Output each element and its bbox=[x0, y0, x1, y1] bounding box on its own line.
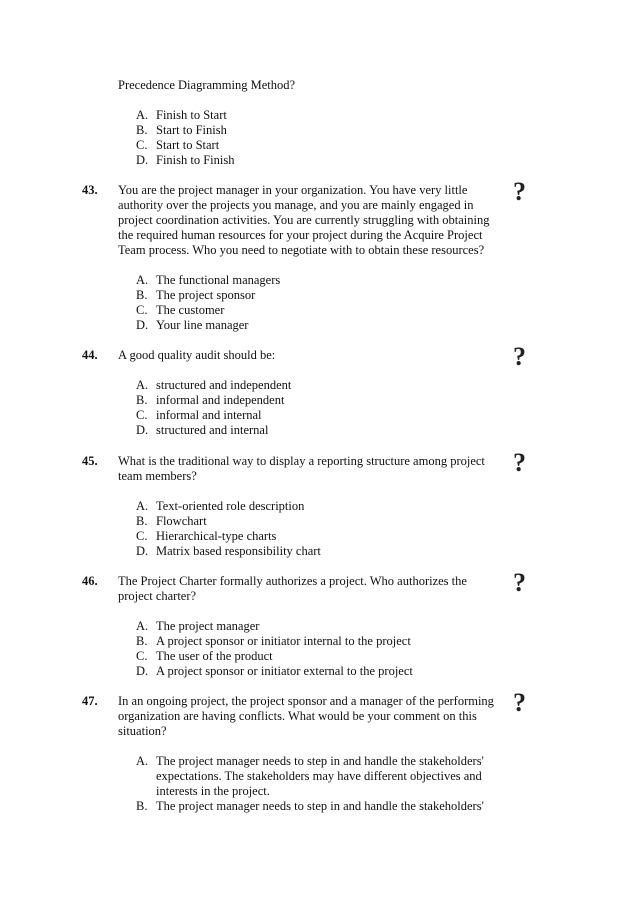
question-text: You are the project manager in your organization. You have very little authority over the projects you manage, and you are mainly engaged in project coordination activities. You are currently struggling with obtaining the required human resources for your project during the Acquire Project Team process. Who you need to negotiate with to obtain these resources? bbox=[118, 183, 490, 257]
option-a: A. Finish to Start bbox=[136, 108, 227, 122]
question-mark-icon: ? bbox=[513, 448, 526, 477]
question-options bbox=[136, 754, 506, 814]
option-a: A. structured and independent bbox=[136, 378, 292, 392]
option-d: D. A project sponsor or initiator external to the project bbox=[136, 664, 413, 678]
question-text: In an ongoing project, the project sponsor and a manager of the performing organization are having conflicts. What would be your comment on this situation? bbox=[118, 694, 494, 738]
option-b: B. The project sponsor bbox=[136, 288, 256, 302]
option-d: D. Matrix based responsibility chart bbox=[136, 544, 321, 558]
question-options bbox=[136, 499, 506, 559]
option-d: D. Your line manager bbox=[136, 318, 249, 332]
option-a: A. The project manager bbox=[136, 619, 260, 633]
question-number: 47. bbox=[82, 694, 98, 708]
question-number: 46. bbox=[82, 574, 98, 588]
question-text: A good quality audit should be: bbox=[118, 348, 276, 362]
option-b: B. A project sponsor or initiator internal to the project bbox=[136, 634, 411, 648]
option-c: C. Hierarchical-type charts bbox=[136, 529, 277, 543]
question-mark-icon: ? bbox=[513, 177, 526, 206]
question-mark-icon: ? bbox=[513, 688, 526, 717]
question-options bbox=[136, 273, 506, 333]
question-number: 44. bbox=[82, 348, 98, 362]
option-c: C. informal and internal bbox=[136, 408, 262, 422]
option-a: A. Text-oriented role description bbox=[136, 499, 305, 513]
continued-question-options bbox=[136, 108, 506, 168]
option-c: C. The user of the product bbox=[136, 649, 273, 663]
question-text: The Project Charter formally authorizes a project. Who authorizes the project charter? bbox=[118, 574, 467, 603]
option-b: B. informal and independent bbox=[136, 393, 285, 407]
option-a: A. The project manager needs to step in and handle the stakeholders' expectations. The stakeholders may have different objectives and interests in the project. bbox=[136, 754, 484, 798]
question-text: What is the traditional way to display a reporting structure among project team members? bbox=[118, 454, 485, 483]
option-c: C. The customer bbox=[136, 303, 225, 317]
question-number: 43. bbox=[82, 183, 98, 197]
continued-question-text: Precedence Diagramming Method? bbox=[118, 78, 296, 92]
option-b: B. Start to Finish bbox=[136, 123, 227, 137]
question-options bbox=[136, 619, 506, 679]
question-options bbox=[136, 378, 506, 438]
question-number: 45. bbox=[82, 454, 98, 468]
option-a: A. The functional managers bbox=[136, 273, 281, 287]
question-mark-icon: ? bbox=[513, 342, 526, 371]
option-b: B. Flowchart bbox=[136, 514, 207, 528]
question-mark-icon: ? bbox=[513, 568, 526, 597]
option-b: B. The project manager needs to step in and handle the stakeholders' bbox=[136, 799, 484, 813]
option-c: C. Start to Start bbox=[136, 138, 220, 152]
option-d: D. structured and internal bbox=[136, 423, 269, 437]
option-d: D. Finish to Finish bbox=[136, 153, 235, 167]
